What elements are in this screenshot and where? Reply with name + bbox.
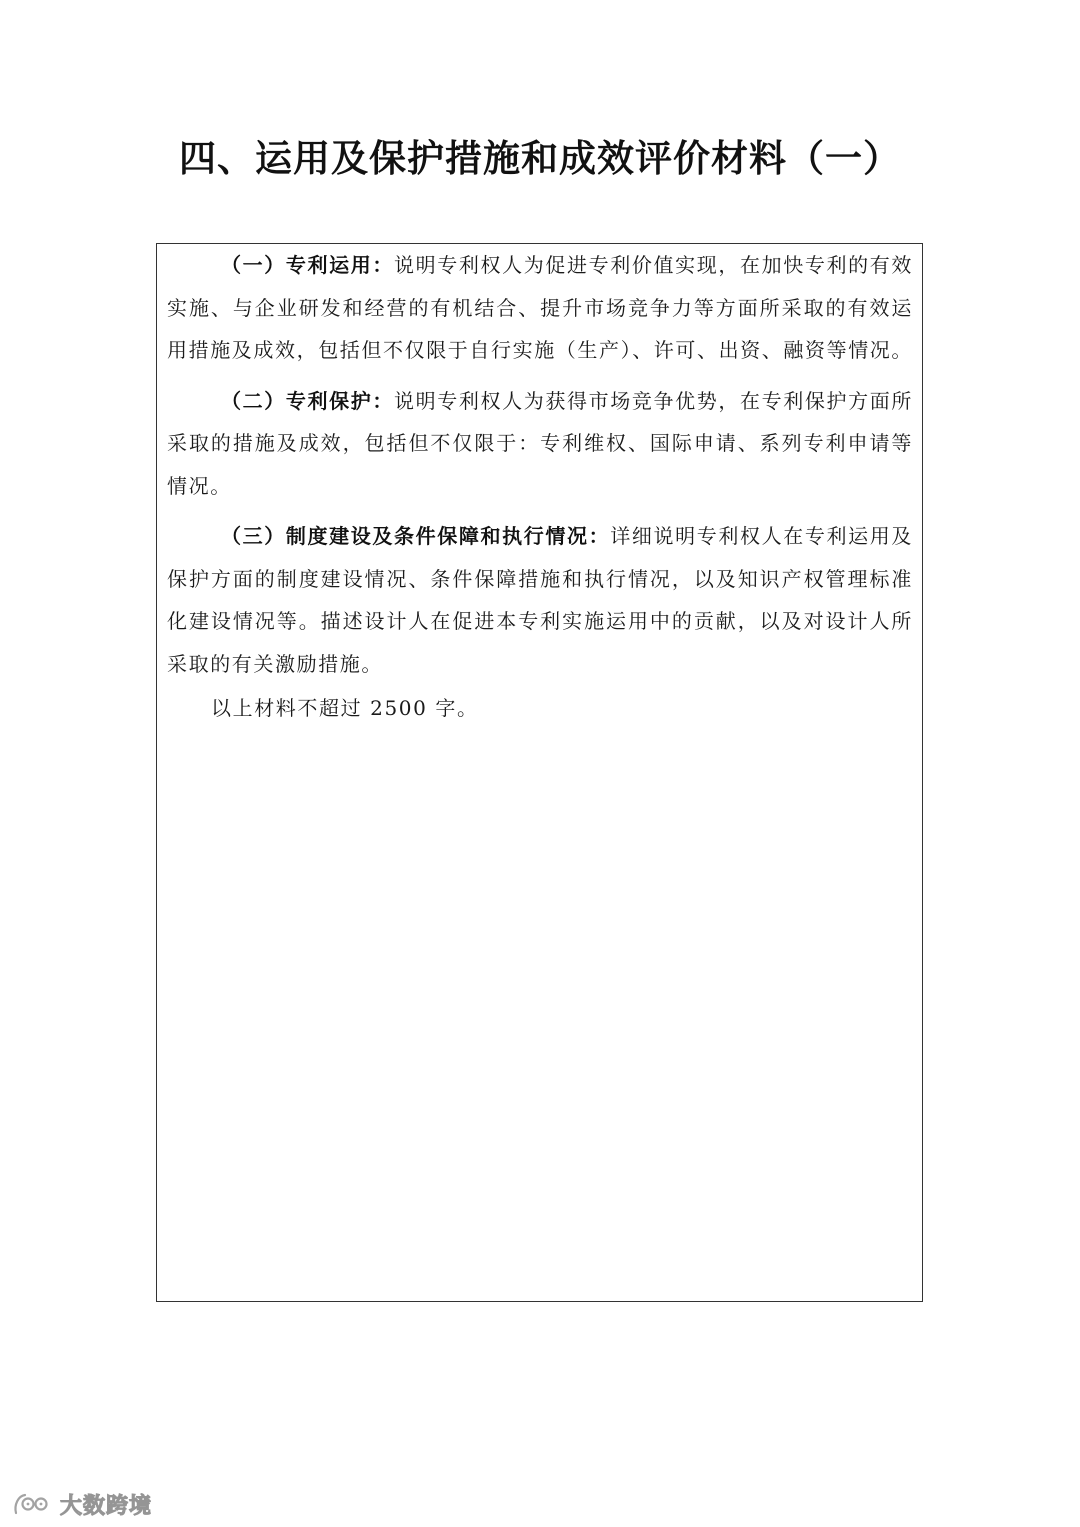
section-patent-protection [167, 380, 913, 508]
section-heading: （三）制度建设及条件保障和执行情况： [221, 524, 611, 548]
section-heading: （一）专利运用： [221, 253, 395, 277]
content-body [167, 244, 913, 730]
section-text: 说明专利权人为获得市场竞争优势，在专利保护方面所采取的措施及成效，包括但不仅限于：专利维权、国际申请、系列专利申请等情况。 [167, 388, 913, 498]
watermark [12, 1489, 152, 1519]
section-patent-use [167, 244, 913, 372]
watermark-text: 大数跨境 [60, 1493, 153, 1519]
section-text: 详细说明专利权人在专利运用及保护方面的制度建设情况、条件保障措施和执行情况，以及知识产权管理标准化建设情况等。描述设计人在促进本专利实施运用中的贡献，以及对设计人所采取的有关激励措施。 [167, 524, 913, 676]
section-heading: （二）专利保护： [221, 388, 395, 413]
word-limit-note: 以上材料不超过 2500 字。 [211, 696, 479, 720]
section-system-building [167, 515, 913, 685]
brand-logo-icon [12, 1491, 52, 1517]
page-title: 四、运用及保护措施和成效评价材料（一） [179, 137, 901, 180]
content-box [156, 243, 923, 1302]
section-text: 说明专利权人为促进专利价值实现，在加快专利的有效实施、与企业研发和经营的有机结合、提升市场竞争力等方面所采取的有效运用措施及成效，包括但不仅限于自行实施（生产）、许可、出资、融资等情况。 [167, 253, 913, 362]
